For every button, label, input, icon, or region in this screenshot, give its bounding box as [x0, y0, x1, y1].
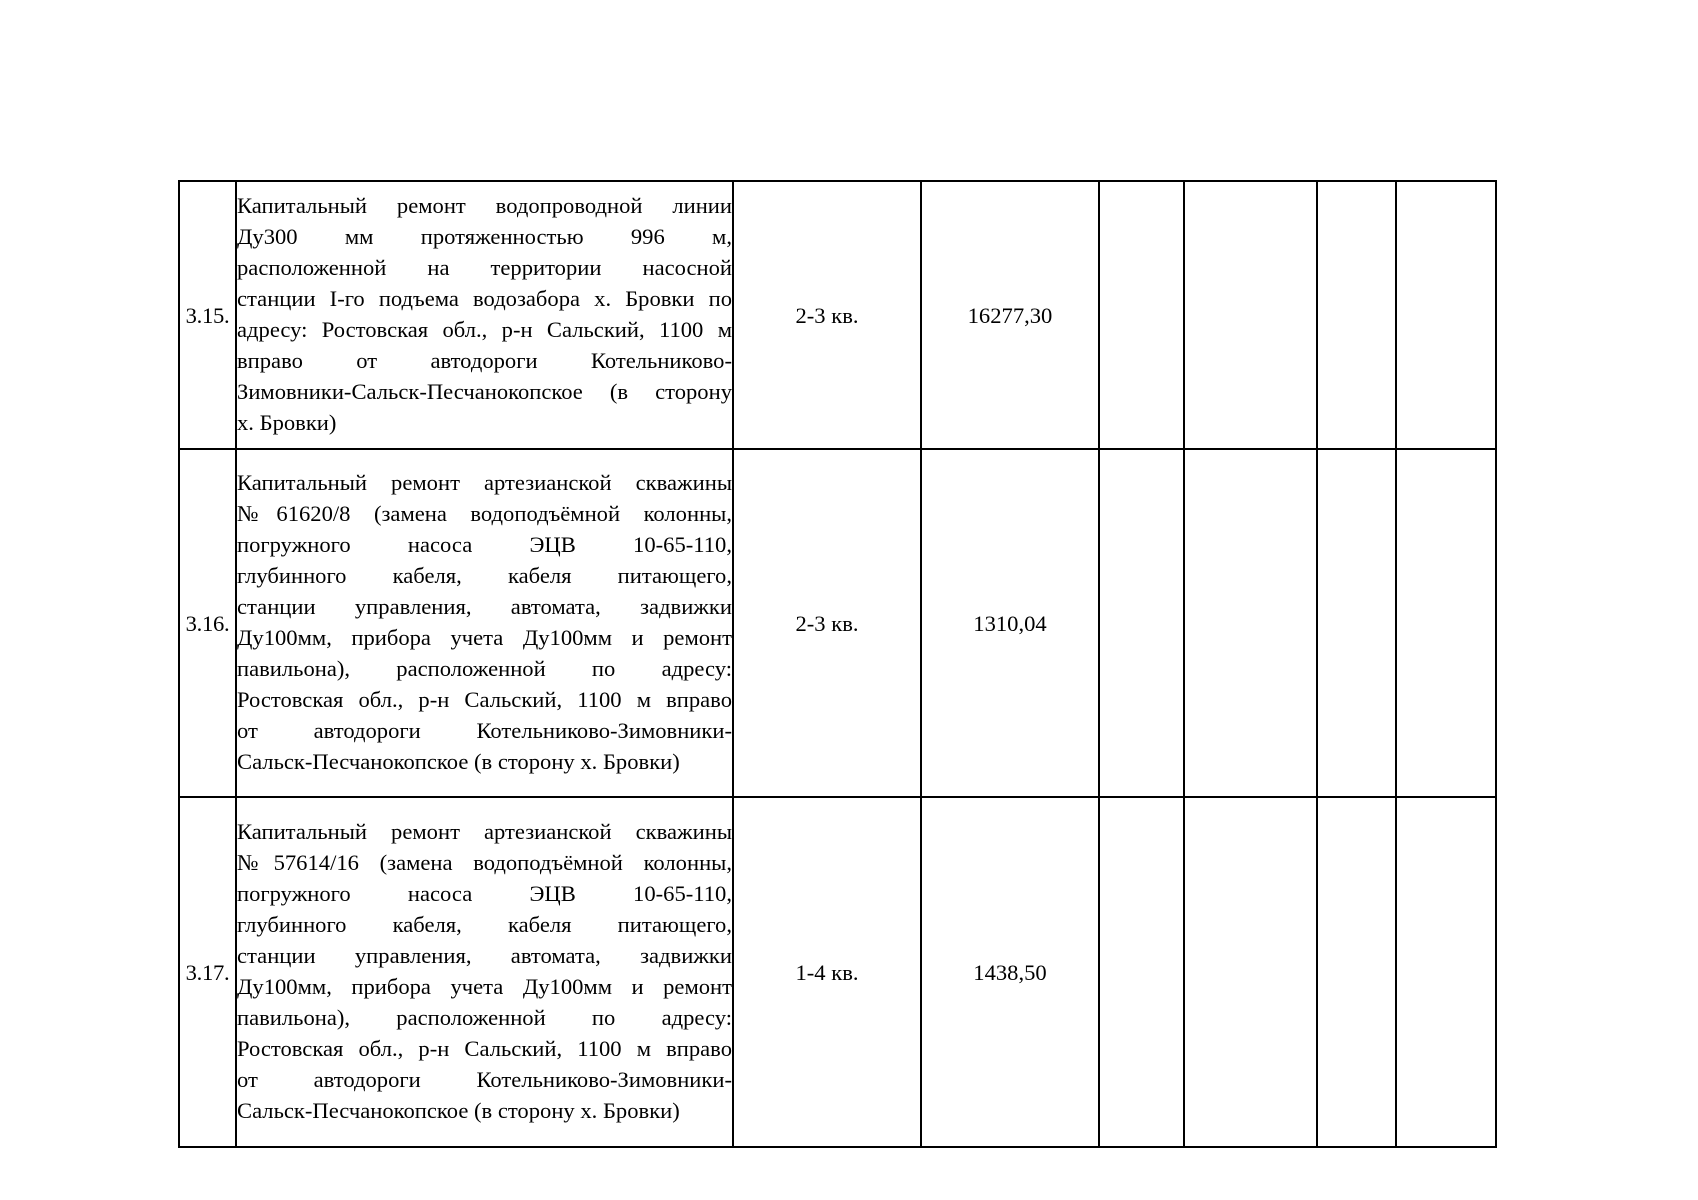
description-line: Капитальный ремонт артезианской скважины — [237, 470, 732, 495]
description-line: Капитальный ремонт водопроводной линии — [237, 193, 732, 218]
empty-cell — [1317, 449, 1396, 797]
description-line: х. Бровки) — [237, 410, 337, 435]
description-line: павильона), расположенной по адресу: — [237, 1005, 732, 1030]
empty-cell — [1317, 181, 1396, 449]
description-line: глубинного кабеля, кабеля питающего, — [237, 912, 732, 937]
empty-cell — [1099, 797, 1184, 1147]
description-line: Ду100мм, прибора учета Ду100мм и ремонт — [237, 974, 732, 999]
description-line: погружного насоса ЭЦВ 10-65-110, — [237, 881, 732, 906]
description-line: Ростовская обл., р-н Сальский, 1100 м вправо — [237, 1036, 732, 1061]
period-cell: 1-4 кв. — [733, 797, 921, 1147]
row-number: 3.15. — [179, 181, 236, 449]
description-line: глубинного кабеля, кабеля питающего, — [237, 563, 732, 588]
empty-cell — [1396, 797, 1496, 1147]
row-number: 3.17. — [179, 797, 236, 1147]
description-line: адресу: Ростовская обл., р-н Сальский, 1100 м — [237, 317, 732, 342]
description-line: вправо от автодороги Котельниково- — [237, 348, 732, 373]
empty-cell — [1317, 797, 1396, 1147]
empty-cell — [1184, 181, 1317, 449]
empty-cell — [1396, 181, 1496, 449]
empty-cell — [1099, 449, 1184, 797]
empty-cell — [1396, 449, 1496, 797]
description-line: павильона), расположенной по адресу: — [237, 656, 732, 681]
description-line: Зимовники-Сальск-Песчанокопское (в сторону — [237, 379, 732, 404]
work-description — [236, 181, 733, 449]
empty-cell — [1184, 797, 1317, 1147]
amount-cell: 1310,04 — [921, 449, 1099, 797]
description-line: расположенной на территории насосной — [237, 255, 732, 280]
description-line: №61620/8 (замена водоподъёмной колонны, — [237, 501, 732, 526]
table-row — [179, 181, 1496, 449]
description-line: Ростовская обл., р-н Сальский, 1100 м вправо — [237, 687, 732, 712]
description-line: станции управления, автомата, задвижки — [237, 594, 732, 619]
description-line: погружного насоса ЭЦВ 10-65-110, — [237, 532, 732, 557]
description-line: Ду300 мм протяженностью 996 м, — [237, 224, 732, 249]
description-line: №57614/16 (замена водоподъёмной колонны, — [237, 850, 732, 875]
amount-cell: 1438,50 — [921, 797, 1099, 1147]
description-line: от автодороги Котельниково-Зимовники- — [237, 718, 732, 743]
description-line: Капитальный ремонт артезианской скважины — [237, 819, 732, 844]
period-cell: 2-3 кв. — [733, 449, 921, 797]
table-row — [179, 449, 1496, 797]
description-line: Сальск-Песчанокопское (в сторону х. Бровки) — [237, 1098, 680, 1123]
work-description — [236, 449, 733, 797]
description-line: Сальск-Песчанокопское (в сторону х. Бровки) — [237, 749, 680, 774]
empty-cell — [1099, 181, 1184, 449]
row-number: 3.16. — [179, 449, 236, 797]
works-table — [178, 180, 1497, 1148]
amount-cell: 16277,30 — [921, 181, 1099, 449]
empty-cell — [1184, 449, 1317, 797]
description-line: станции I-го подъема водозабора х. Бровки по — [237, 286, 732, 311]
description-line: станции управления, автомата, задвижки — [237, 943, 732, 968]
table-row — [179, 797, 1496, 1147]
description-line: от автодороги Котельниково-Зимовники- — [237, 1067, 732, 1092]
work-description — [236, 797, 733, 1147]
period-cell: 2-3 кв. — [733, 181, 921, 449]
description-line: Ду100мм, прибора учета Ду100мм и ремонт — [237, 625, 732, 650]
